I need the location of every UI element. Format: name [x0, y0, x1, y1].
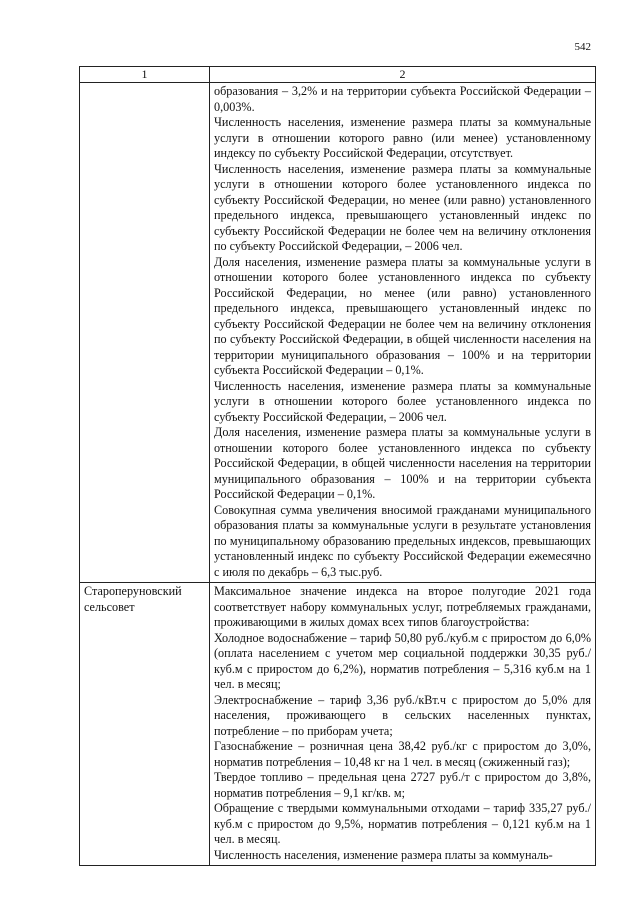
paragraph: Численность населения, изменение размера платы за коммунальные услуги в отношении которого более установленного индекса по субъекту Российской Федерации, – 2006 чел. [214, 378, 591, 424]
column-header-1: 1 [80, 67, 210, 83]
paragraph: Доля населения, изменение размера платы за коммунальные услуги в отношении которого более установленного индекса по субъекту Российской Федерации, но менее (или равно) установленного предельного индекса, превышающего установленный индекс по субъекту Российской Федерации не более чем на величину отклонения по субъекту Российской Федерации, в общей численности населения на территории муниципального образования – 100% и на территории субъекта Российской Федерации – 0,1%. [214, 254, 591, 377]
table-header-row [80, 67, 596, 83]
paragraph: Совокупная сумма увеличения вносимой гражданами муниципального образования платы за коммунальные услуги в результате установления по муниципальному образованию предельных индексов, превышающих установленный индекс по субъекту Российской Федерации ежемесячно с июля по декабрь – 6,3 тыс.руб. [214, 502, 591, 579]
paragraph: образования – 3,2% и на территории субъекта Российской Федерации – 0,003%. [214, 84, 591, 114]
column-header-2: 2 [210, 67, 596, 83]
paragraph: Численность населения, изменение размера платы за коммуналь- [214, 847, 553, 862]
table-row [80, 83, 596, 583]
paragraph: Максимальное значение индекса на второе полугодие 2021 года соответствует набору коммунальных услуг, потребляемых гражданами, проживающими в жилых домах всех типов благоустройства: [214, 584, 591, 629]
paragraph: Электроснабжение – тариф 3,36 руб./кВт.ч с приростом до 5,0% для населения, проживающего в сельских населенных пунктах, потребление – по приборам учета; [214, 692, 591, 738]
page-number: 542 [574, 41, 591, 53]
paragraph: Холодное водоснабжение – тариф 50,80 руб./куб.м с приростом до 6,0% (оплата населением с учетом мер социальной поддержки 30,35 руб./куб.м с приростом до 6,2%), норматив потребления – 5,316 куб.м на 1 чел. в месяц; [214, 630, 591, 691]
paragraph: Твердое топливо – предельная цена 2727 руб./т с приростом до 3,8%, норматив потребления – 9,1 кг/кв. м; [214, 770, 591, 800]
row-1-municipality-cell [80, 83, 210, 583]
paragraph: Газоснабжение – розничная цена 38,42 руб./кг с приростом до 3,0%, норматив потребления – 10,48 кг на 1 чел. в месяц (сжиженный газ); [214, 739, 591, 769]
row-1-description-cell [210, 83, 596, 583]
paragraph: Численность населения, изменение размера платы за коммунальные услуги в отношении которого более установленного индекса по субъекту Российской Федерации, но менее (или равно) установленного предельного индекса, превышающего установленный индекс по субъекту Российской Федерации не более чем на величину отклонения по субъекту Российской Федерации, – 2006 чел. [214, 161, 591, 253]
table-row [80, 583, 596, 866]
paragraph: Численность населения, изменение размера платы за коммунальные услуги в отношении которого равно (или менее) установленному индексу по субъекту Российской Федерации, отсутствует. [214, 115, 591, 160]
municipality-name: Староперуновский сельсовет [84, 584, 182, 614]
row-2-municipality-cell [80, 583, 210, 866]
paragraph: Доля населения, изменение размера платы за коммунальные услуги в отношении которого более установленного индекса по субъекту Российской Федерации, в общей численности населения на территории муниципального образования – 100% и на территории субъекта Российской Федерации – 0,1%. [214, 425, 591, 501]
document-table [79, 66, 596, 866]
row-2-description-cell [210, 583, 596, 866]
paragraph: Обращение с твердыми коммунальными отходами – тариф 335,27 руб./куб.м с приростом до 9,5%, норматив потребления – 0,121 куб.м на 1 чел. в месяц. [214, 801, 591, 846]
